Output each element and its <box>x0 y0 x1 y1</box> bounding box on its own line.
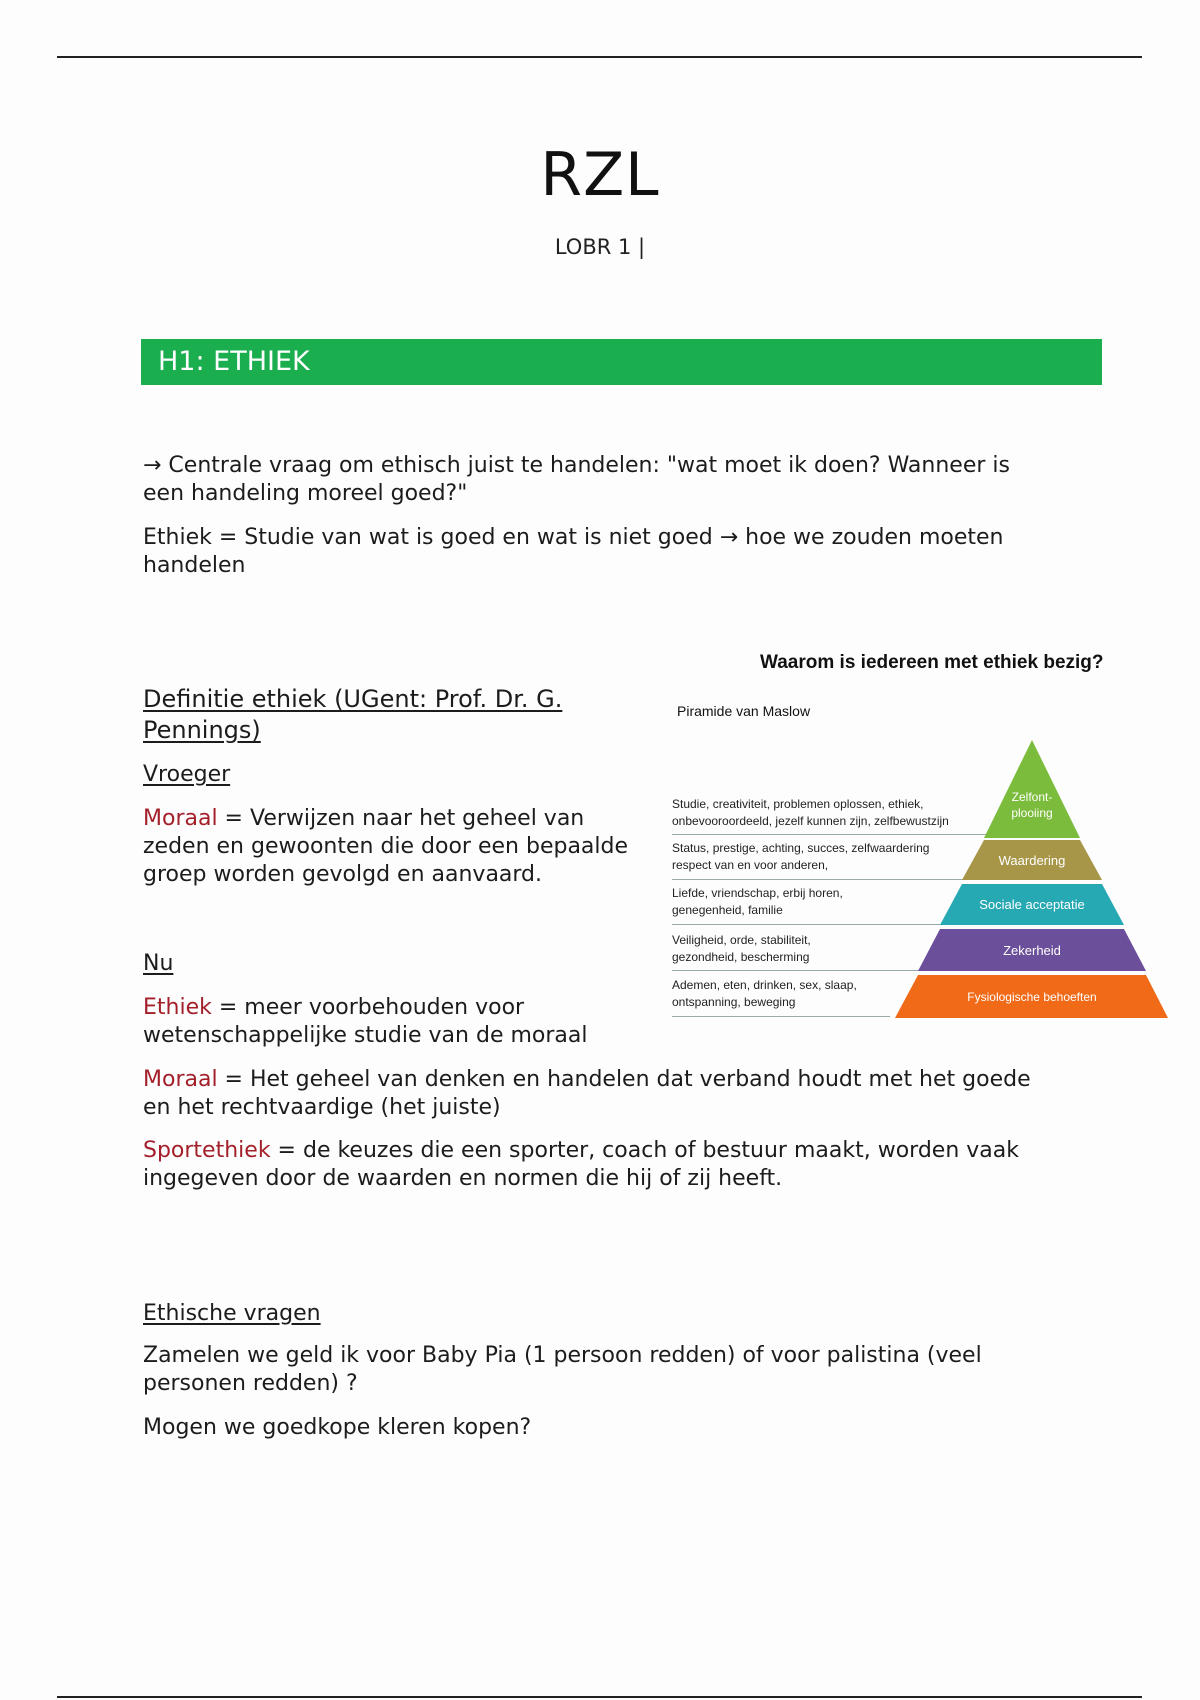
sportethiek-text: = de keuzes die een sporter, coach of bestuur maakt, worden vaak ingegeven door de waarden en normen die hij of zij heeft. <box>143 1138 1019 1191</box>
level-desc-2: Status, prestige, achting, succes, zelfwaardering respect van en voor anderen, <box>672 841 930 872</box>
now-heading: Nu <box>143 951 174 976</box>
level-desc-1: Studie, creativiteit, problemen oplossen, ethiek, onbevooroordeeld, jezelf kunnen zijn, zelfbewustzijn <box>672 797 949 828</box>
pyramid-label-1: Zelfont-plooiing <box>1011 790 1053 820</box>
pyramid-label-2: Waardering <box>998 853 1066 868</box>
pyramid-label-3: Sociale acceptatie <box>979 897 1085 912</box>
term-ethiek: Ethiek <box>143 995 212 1020</box>
term-moraal: Moraal <box>143 1067 218 1092</box>
definition-title: Definitie ethiek (UGent: Prof. Dr. G. Pennings) <box>143 685 563 744</box>
central-question: → Centrale vraag om ethisch juist te handelen: "wat moet ik doen? Wanneer is een handeling moreel goed?" <box>143 453 1010 506</box>
section-heading: H1: ETHIEK <box>141 339 1102 385</box>
questions-heading: Ethische vragen <box>143 1301 321 1326</box>
ethics-definition: Ethiek = Studie van wat is goed en wat is niet goed → hoe we zouden moeten handelen <box>143 525 1004 578</box>
moraal-text: = Het geheel van denken en handelen dat verband houdt met het goede en het rechtvaardige (het juiste) <box>143 1067 1031 1120</box>
pyramid-label-5: Fysiologische behoeften <box>967 990 1097 1004</box>
level-desc-4: Veiligheid, orde, stabiliteit, gezondheid, bescherming <box>672 933 811 964</box>
level-desc-3: Liefde, vriendschap, erbij horen, genegenheid, familie <box>672 886 843 917</box>
term-sportethiek: Sportethiek <box>143 1138 271 1163</box>
pyramid-subtitle: Piramide van Maslow <box>677 703 811 719</box>
ethiek-text: = meer voorbehouden voor wetenschappelijke studie van de moraal <box>143 995 588 1048</box>
pyramid-label-4: Zekerheid <box>1003 943 1061 958</box>
document-subtitle: LOBR 1 | <box>554 235 646 259</box>
before-heading: Vroeger <box>143 762 231 787</box>
pyramid-level-1 <box>984 740 1080 838</box>
term-moraal-old: Moraal <box>143 806 218 831</box>
bottom-rule <box>57 1696 1142 1698</box>
question-item: Mogen we goedkope kleren kopen? <box>143 1415 532 1440</box>
pyramid-title: Waarom is iedereen met ethiek bezig? <box>760 652 1104 673</box>
document-title: RZL <box>540 140 660 210</box>
question-item: Zamelen we geld ik voor Baby Pia (1 persoon redden) of voor palistina (veel personen redden) ? <box>143 1343 982 1396</box>
moraal-old-text: = Verwijzen naar het geheel van zeden en gewoonten die door een bepaalde groep worden gevolgd en aanvaard. <box>143 806 629 887</box>
level-desc-5: Ademen, eten, drinken, sex, slaap, ontspanning, beweging <box>672 978 857 1009</box>
